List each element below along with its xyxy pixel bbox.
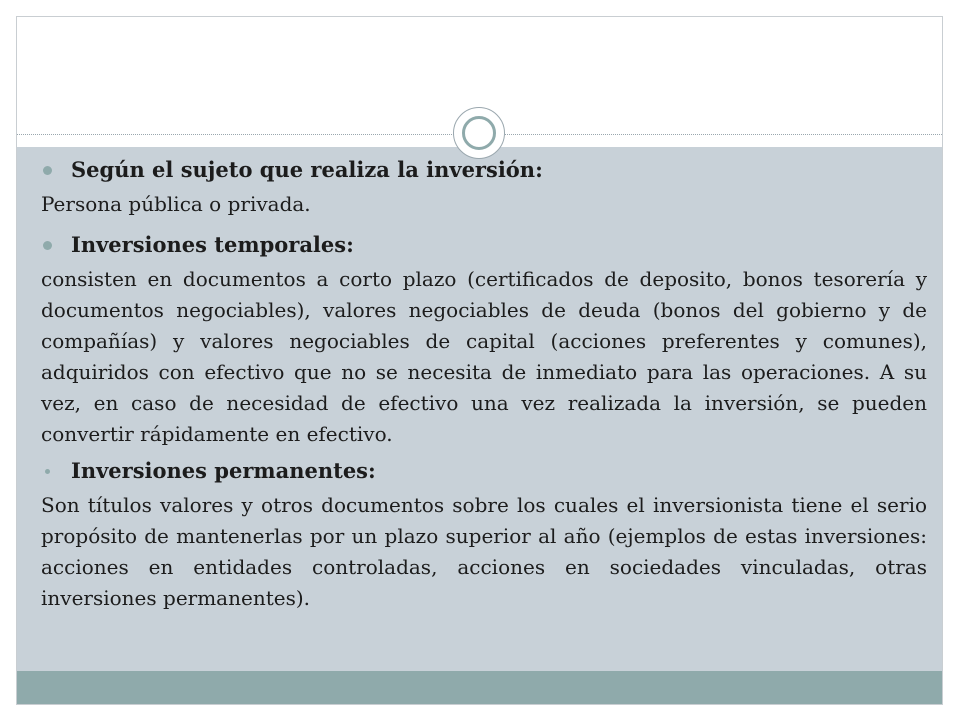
section-heading-temporales	[41, 230, 927, 260]
circle-ornament-icon	[453, 107, 505, 159]
section-heading-permanentes	[41, 456, 927, 486]
section-text-temporales: consisten en documentos a corto plazo (certificados de deposito, bonos tesorería y documentos negociables), valores negociables de deuda (bonos del gobierno y de compañías) y valores negociables de capital (acciones preferentes y comunes), adquiridos con efectivo que no se necesita de inmediato para las operaciones. A su vez, en caso de necesidad de efectivo una vez realizada la inversión, se pueden convertir rápidamente en efectivo.	[41, 267, 927, 446]
bullet-icon	[43, 166, 52, 175]
heading-text: Según el sujeto que realiza la inversión:	[71, 157, 543, 182]
circle-ornament-inner	[462, 116, 496, 150]
section-text-sujeto: Persona pública o privada.	[41, 192, 311, 216]
small-bullet-icon	[45, 469, 50, 474]
slide-content	[41, 155, 927, 620]
bullet-icon	[43, 241, 52, 250]
section-text-permanentes: Son títulos valores y otros documentos sobre los cuales el inversionista tiene el serio propósito de mantenerlas por un plazo superior al año (ejemplos de estas inversiones: acciones en entidades controladas, acciones en sociedades vinculadas, otras inversiones permanentes).	[41, 493, 927, 610]
heading-text: Inversiones permanentes:	[71, 458, 376, 483]
slide	[16, 16, 943, 705]
heading-text: Inversiones temporales:	[71, 232, 354, 257]
slide-footer-band	[17, 671, 942, 705]
section-heading-sujeto	[41, 155, 927, 185]
